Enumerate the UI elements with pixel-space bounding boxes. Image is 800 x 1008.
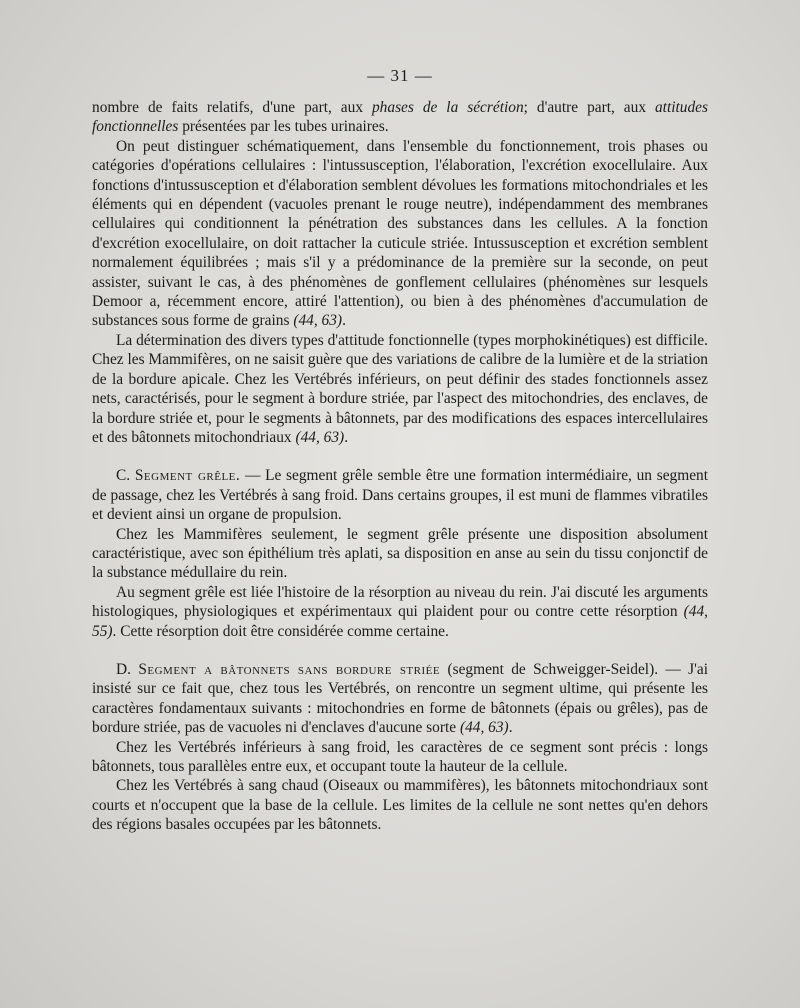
text-run: présentées par les tubes urinaires.: [178, 118, 389, 136]
text-run: Chez les Vertébrés inférieurs à sang froid, les caractères de ce segment sont précis : longs bâtonnets, tous parallèles entre eux, et occupant toute la hauteur de la cellule.: [92, 738, 708, 775]
citation: (44, 63): [293, 312, 343, 330]
paragraph: [92, 466, 708, 524]
text-run: .: [508, 719, 513, 737]
text-run: (segment de Schweigger-Seidel). — J'ai insisté sur ce fait que, chez tous les Vertébrés, on rencontre un segment ultime, qui présente les caractères fondamentaux suivants : mitochondries en forme de bâtonnets (épais ou grêles), pas de bordure striée, pas de vacuoles ni d'enclaves d'aucune sorte: [92, 660, 709, 737]
text-run: Chez les Mammifères seulement, le segment grêle présente une disposition absolument caractéristique, avec son épithélium très aplati, sa disposition en anse au sein du tissu conjonctif de la substance médullaire du rein.: [92, 525, 708, 582]
paragraph: [92, 525, 708, 583]
text-run: nombre de faits relatifs, d'une part, aux: [92, 99, 372, 116]
text-run: — Le segment grêle semble être une formation intermédiaire, un segment de passage, chez les Vertébrés à sang froid. Dans certains groupes, il est muni de flammes vibratiles et devient ainsi un organe de propulsion.: [92, 467, 708, 524]
citation: attitudes fonctionnelles: [92, 99, 708, 136]
citation: (44, 63): [295, 428, 345, 446]
citation: (44, 55): [92, 603, 708, 640]
text-run: On peut distinguer schématiquement, dans l'ensemble du fonctionnement, trois phases ou catégories d'opérations cellulaires : l'intussusception, l'élaboration, l'excrétion exocellulaire. Aux fonctions d'intussusception et d'élaboration semblent dévolues les formations mitochondriales et les éléments qui en dépendent (vacuoles prenant le rouge neutre), indépendamment des membranes cellulaires qui conditionnent la pénétration des substances dans les cellules. A la fonction d'excrétion exocellulaire, on doit rattacher la cuticule striée. Intussusception et excrétion semblent normalement équilibrées ; mais s'il y a prédominance de la première sur la seconde, on peut assister, suivant le cas, à des phénomènes de gonflement cellulaires (phénomènes sur lesquels Demoor a, récemment encore, attiré l'attention), ou bien à des phénomènes d'accumulation de substances sous forme de grains: [92, 137, 708, 330]
text-run: La détermination des divers types d'attitude fonctionnelle (types morphokinétiques) est difficile. Chez les Mammifères, on ne saisit guère que des variations de calibre de la lumière et de la striation de la bordure apicale. Chez les Vertébrés inférieurs, on peut définir des stades fonctionnels assez nets, caractérisés, pour le segment à bordure striée, par l'aspect des mitochondries, des enclaves, de la bordure striée et, pour le segments à bâtonnets, par des modifications des espaces intercellulaires et des bâtonnets mitochondriaux: [92, 331, 708, 446]
citation: phases de la sécrétion: [371, 99, 524, 116]
text-run: .: [344, 428, 349, 446]
text-run: C.: [116, 467, 135, 485]
page-number: — 31 —: [367, 66, 433, 85]
text-run: Chez les Vertébrés à sang chaud (Oiseaux ou mammifères), les bâtonnets mitochondriaux sont courts et n'occupent que la base de la cellule. Les limites de la cellule ne sont nettes qu'en dehors des régions basales occupées par les bâtonnets.: [92, 777, 708, 834]
section-heading: Segment grêle.: [134, 467, 241, 485]
text-run: ; d'autre part, aux: [523, 99, 655, 116]
paragraph: [92, 137, 708, 331]
paragraph: [92, 98, 708, 137]
body-text: [92, 98, 708, 835]
paragraph: [92, 776, 708, 834]
citation: (44, 63): [459, 719, 509, 737]
paragraph: [92, 583, 708, 641]
section-heading: Segment a bâtonnets sans bordure striée: [138, 660, 441, 678]
paragraph: [92, 331, 708, 447]
paragraph: [92, 738, 708, 777]
text-run: .: [342, 312, 346, 330]
text-run: D.: [116, 660, 139, 678]
paragraph: [92, 660, 708, 738]
text-run: . Cette résorption doit être considérée comme certaine.: [112, 622, 449, 640]
text-run: Au segment grêle est liée l'histoire de la résorption au niveau du rein. J'ai discuté les arguments histologiques, physiologiques et expérimentaux qui plaident pour ou contre cette résorption: [92, 583, 708, 621]
